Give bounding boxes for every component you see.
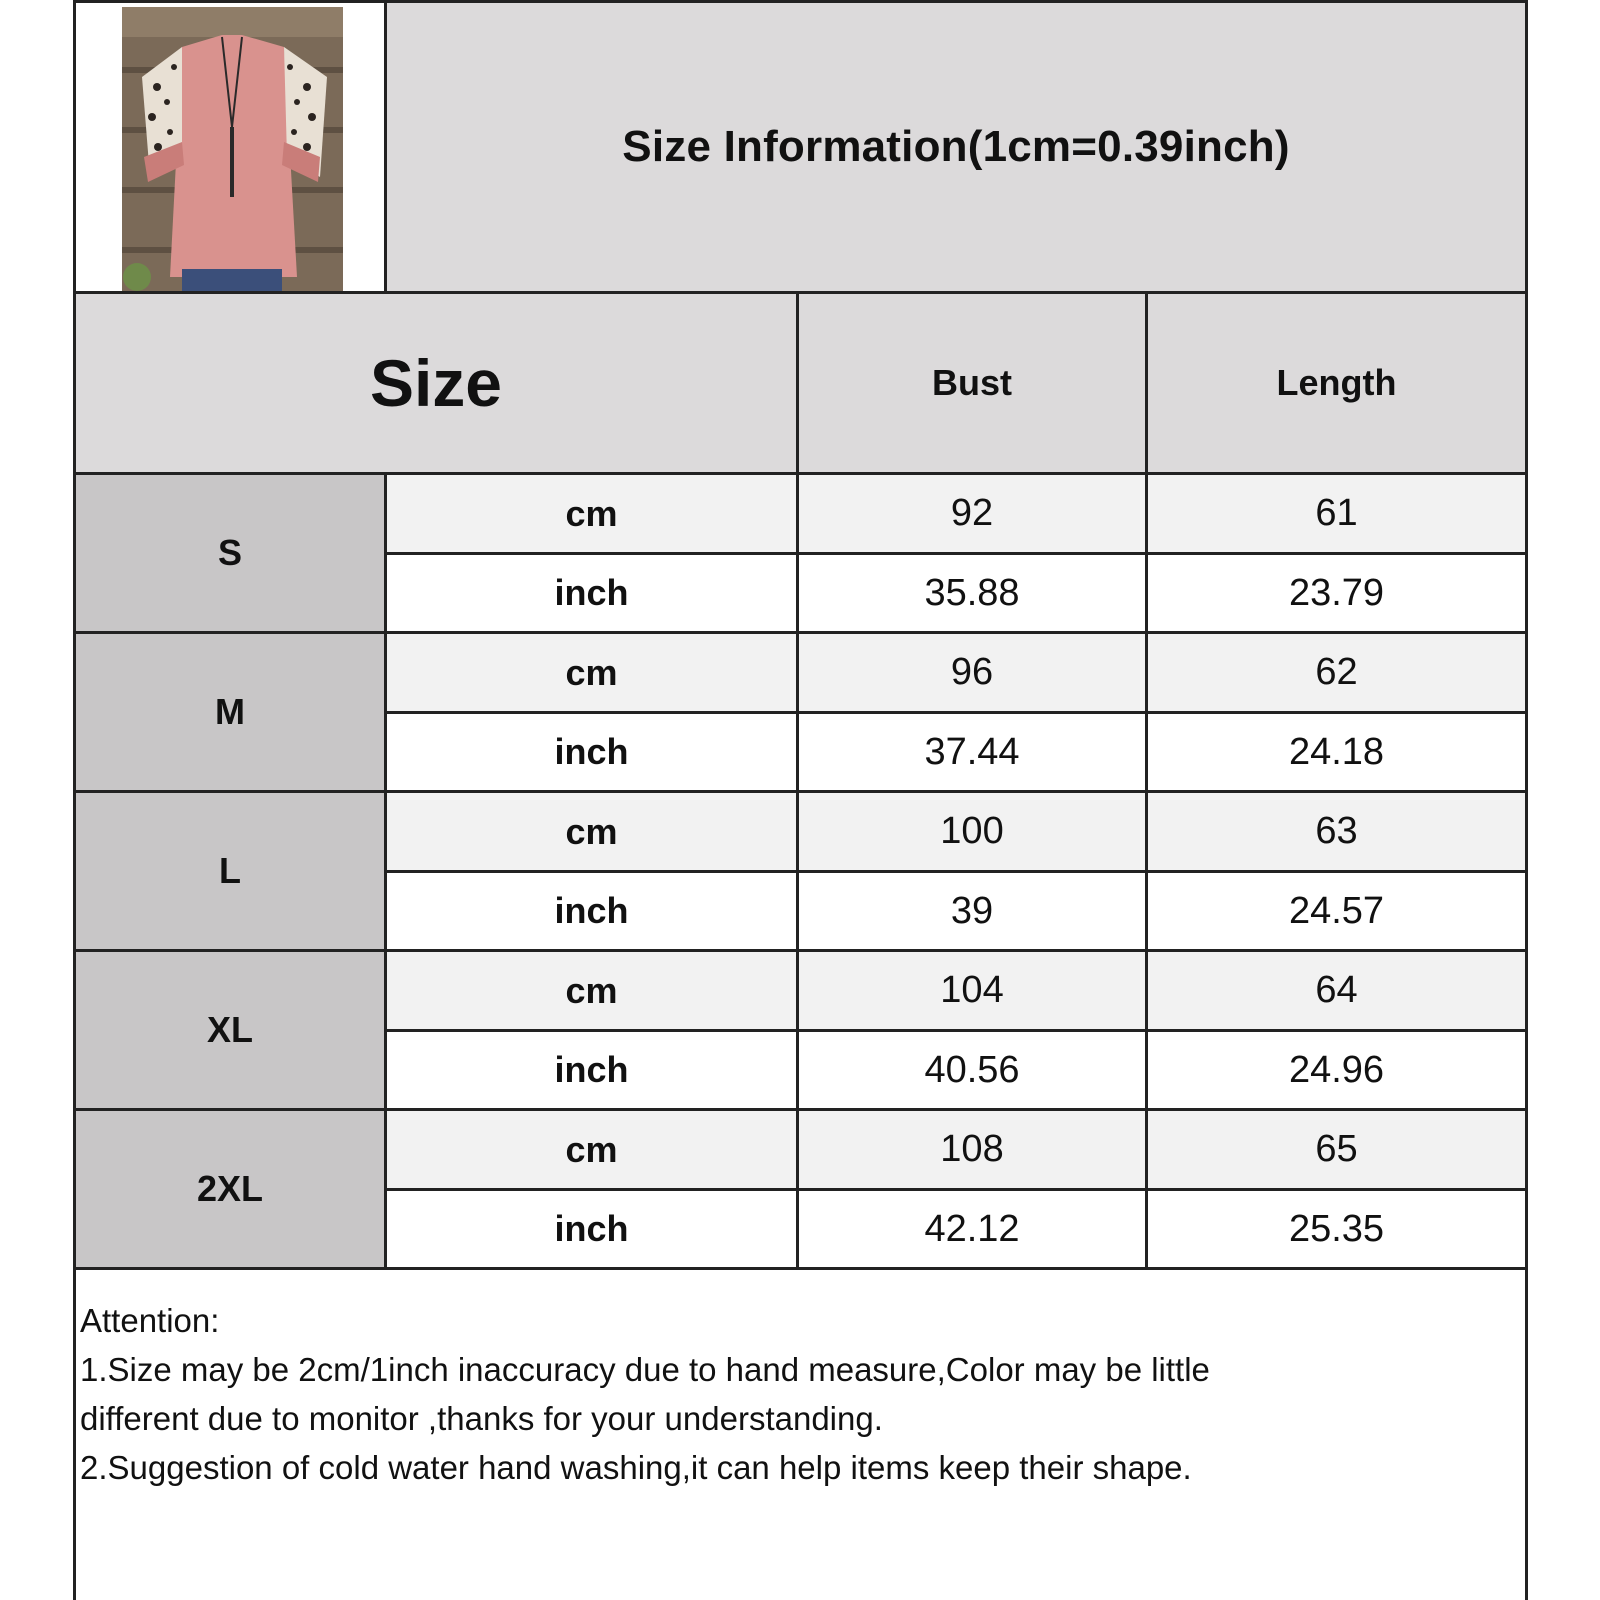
size-label: L	[219, 850, 241, 891]
bust-value: 37.44	[924, 730, 1020, 773]
length-value: 24.96	[1288, 1048, 1385, 1091]
unit-label: inch	[554, 890, 629, 931]
length-column-header: Length	[1276, 362, 1397, 403]
unit-label: inch	[554, 1208, 629, 1249]
unit-label: inch	[554, 572, 629, 613]
bust-value: 39	[950, 889, 994, 932]
unit-cell	[387, 634, 796, 711]
grid-line	[73, 949, 1528, 952]
size-header-cell	[76, 294, 796, 472]
unit-cell	[387, 1191, 796, 1267]
bust-value-cell	[799, 714, 1145, 790]
bust-value: 104	[940, 969, 1004, 1011]
grid-line	[796, 291, 799, 1270]
length-value-cell	[1148, 555, 1525, 631]
size-info-title-cell	[387, 3, 1525, 291]
bust-value-cell	[799, 873, 1145, 949]
length-value-cell	[1148, 1191, 1525, 1267]
length-value: 65	[1315, 1128, 1358, 1170]
unit-label: cm	[565, 492, 618, 534]
grid-line	[1145, 291, 1148, 1270]
grid-line	[384, 472, 387, 1270]
length-header-cell	[1148, 294, 1525, 472]
grid-line	[73, 0, 1528, 3]
length-value: 24.57	[1288, 889, 1385, 932]
bust-value-cell	[799, 555, 1145, 631]
grid-line	[73, 1108, 1528, 1111]
length-value: 24.18	[1288, 730, 1385, 773]
size-cell-s	[76, 475, 384, 631]
unit-cell	[387, 555, 796, 631]
unit-cell	[387, 952, 796, 1029]
unit-label: cm	[565, 969, 618, 1011]
bust-value: 108	[940, 1128, 1004, 1170]
bust-column-header: Bust	[932, 362, 1012, 403]
size-cell-l	[76, 793, 384, 949]
grid-line	[384, 711, 1528, 714]
grid-line	[384, 0, 387, 294]
grid-line	[73, 631, 1528, 634]
length-value: 25.35	[1288, 1207, 1385, 1250]
unit-cell	[387, 1111, 796, 1188]
bust-value-cell	[799, 1032, 1145, 1108]
unit-cell	[387, 793, 796, 870]
length-value-cell	[1148, 714, 1525, 790]
bust-value: 92	[950, 492, 994, 534]
bust-header-cell	[799, 294, 1145, 472]
size-label: 2XL	[196, 1168, 264, 1209]
grid-line	[73, 790, 1528, 793]
length-value-cell	[1148, 793, 1525, 870]
unit-cell	[387, 714, 796, 790]
grid-line	[384, 1029, 1528, 1032]
grid-line	[73, 472, 1528, 475]
length-value: 61	[1315, 492, 1358, 534]
length-value-cell	[1148, 952, 1525, 1029]
bust-value-cell	[799, 475, 1145, 552]
page-title: Size Information(1cm=0.39inch)	[622, 122, 1290, 171]
bust-value-cell	[799, 952, 1145, 1029]
length-value-cell	[1148, 1032, 1525, 1108]
notes-line: 1.Size may be 2cm/1inch inaccuracy due to hand measure,Color may be little	[80, 1351, 1210, 1388]
bust-value: 35.88	[924, 571, 1020, 614]
size-cell-xl	[76, 952, 384, 1108]
size-cell-m	[76, 634, 384, 790]
length-value: 63	[1315, 810, 1358, 852]
size-label: M	[215, 691, 245, 732]
bust-value-cell	[799, 1111, 1145, 1188]
unit-cell	[387, 873, 796, 949]
size-cell-2xl	[76, 1111, 384, 1267]
length-value: 62	[1315, 651, 1358, 693]
length-value: 64	[1315, 969, 1358, 1011]
notes-line: different due to monitor ,thanks for your understanding.	[80, 1400, 883, 1437]
unit-label: cm	[565, 810, 618, 852]
unit-label: inch	[554, 731, 629, 772]
bust-value-cell	[799, 634, 1145, 711]
unit-cell	[387, 1032, 796, 1108]
bust-value: 42.12	[924, 1207, 1020, 1250]
unit-label: inch	[554, 1049, 629, 1090]
product-photo	[122, 7, 343, 293]
bust-value: 100	[940, 810, 1004, 852]
length-value-cell	[1148, 475, 1525, 552]
size-label: XL	[206, 1009, 253, 1050]
size-column-header: Size	[369, 346, 503, 420]
bust-value-cell	[799, 1191, 1145, 1267]
grid-line	[384, 870, 1528, 873]
length-value-cell	[1148, 1111, 1525, 1188]
size-label: S	[217, 532, 242, 573]
grid-line	[384, 1188, 1528, 1191]
notes-line: 2.Suggestion of cold water hand washing,it can help items keep their shape.	[80, 1449, 1192, 1486]
grid-line	[384, 552, 1528, 555]
unit-label: cm	[565, 1128, 618, 1170]
bust-value: 40.56	[924, 1048, 1020, 1091]
blouse-image	[122, 7, 343, 293]
bust-value: 96	[950, 651, 994, 693]
notes-heading: Attention:	[80, 1302, 220, 1339]
unit-label: cm	[565, 651, 618, 693]
grid-line	[73, 1267, 1528, 1270]
unit-cell	[387, 475, 796, 552]
grid-line	[73, 291, 1528, 294]
length-value-cell	[1148, 634, 1525, 711]
bust-value-cell	[799, 793, 1145, 870]
attention-notes	[80, 1296, 1510, 1492]
length-value-cell	[1148, 873, 1525, 949]
length-value: 23.79	[1288, 571, 1385, 614]
